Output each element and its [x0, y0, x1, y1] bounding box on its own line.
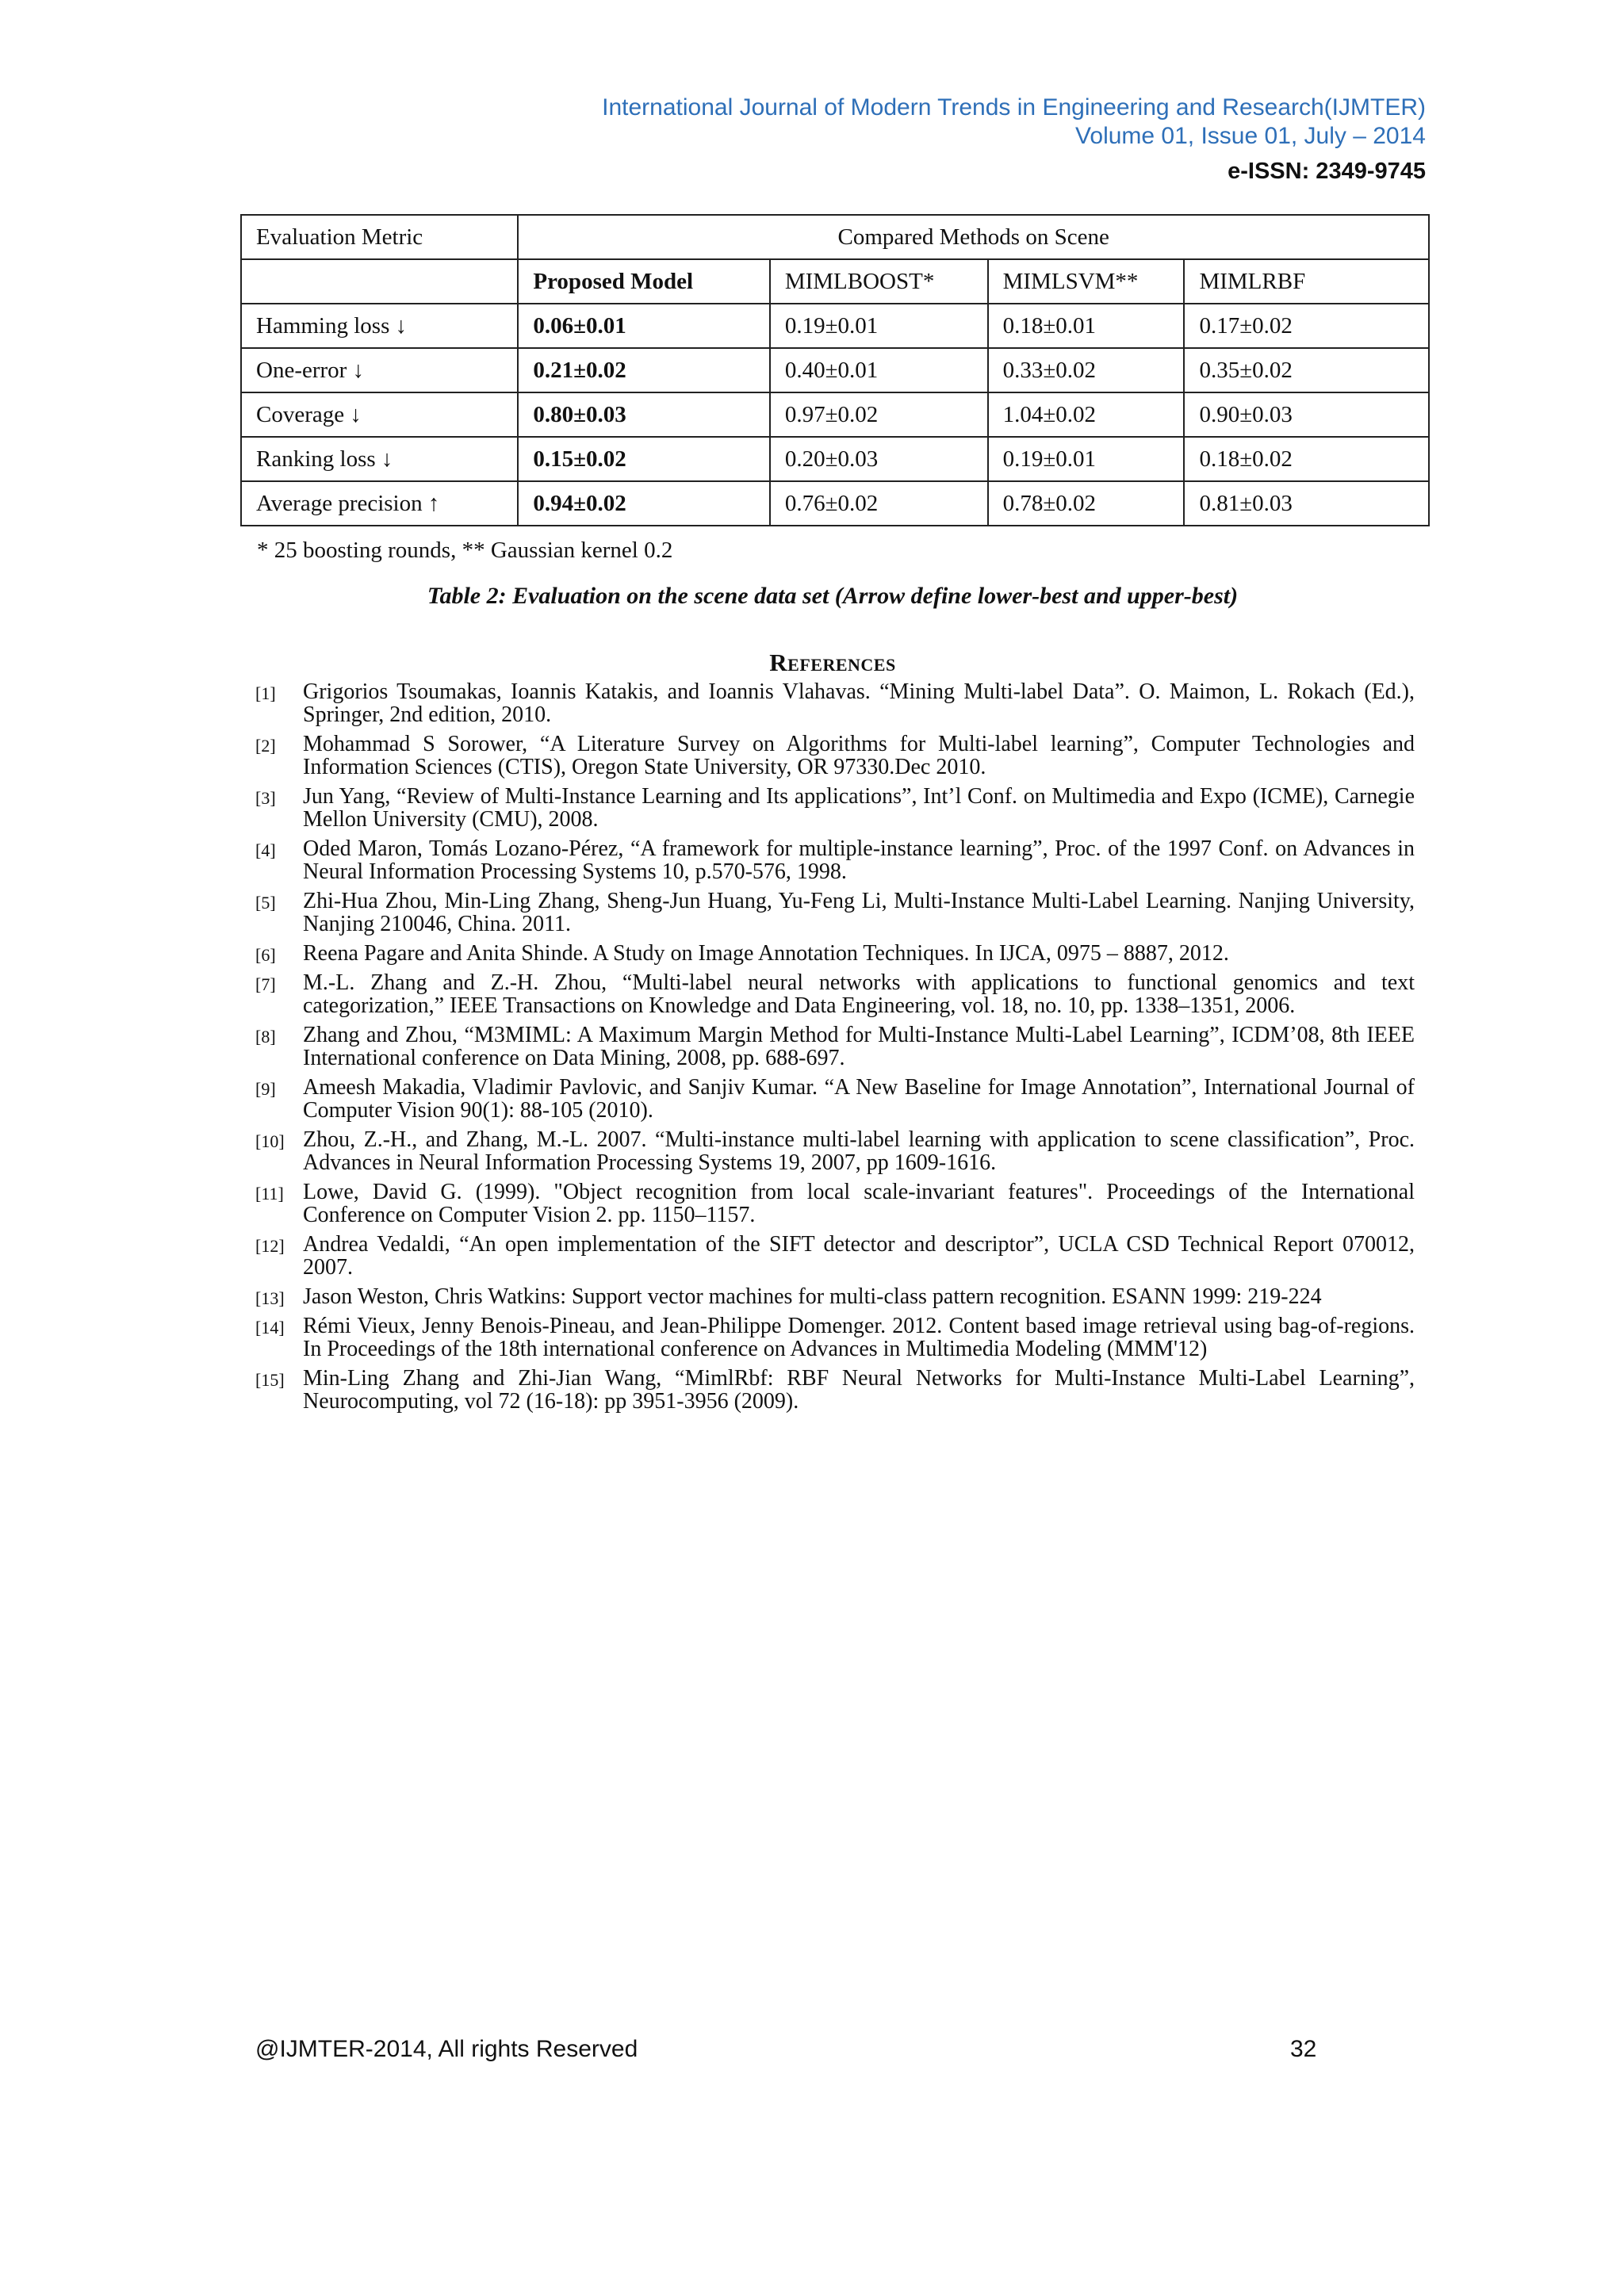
reference-number: [7]	[255, 974, 276, 994]
metric-cell: Hamming loss ↓	[241, 304, 518, 348]
reference-text: Rémi Vieux, Jenny Benois-Pineau, and Jean-Philippe Domenger. 2012. Content based image retrieval using bag-of-regions. In Proceedings of the 18th international conference on Advances in Multimedia Modeling (MMM'12)	[303, 1314, 1415, 1361]
reference-number: [3]	[255, 788, 276, 808]
reference-text: Jason Weston, Chris Watkins: Support vector machines for multi-class pattern recognition. ESANN 1999: 219-224	[303, 1284, 1322, 1309]
reference-number: [6]	[255, 945, 276, 965]
reference-item	[255, 680, 1415, 726]
metric-cell: One-error ↓	[241, 348, 518, 392]
reference-item	[255, 1128, 1415, 1174]
reference-number: [15]	[255, 1370, 285, 1390]
reference-item	[255, 1314, 1415, 1360]
value-cell: 0.78±0.02	[988, 481, 1185, 526]
value-cell: 0.33±0.02	[988, 348, 1185, 392]
value-cell: 0.90±0.03	[1184, 392, 1429, 437]
reference-number: [11]	[255, 1184, 284, 1203]
results-table	[240, 214, 1430, 526]
table-header-row	[241, 215, 1429, 259]
group-header: Compared Methods on Scene	[518, 215, 1429, 259]
reference-number: [8]	[255, 1027, 276, 1047]
column-header: MIMLRBF	[1184, 259, 1429, 304]
value-cell: 0.80±0.03	[518, 392, 769, 437]
reference-text: Zhang and Zhou, “M3MIML: A Maximum Margin Method for Multi-Instance Multi-Label Learning”, ICDM’08, 8th IEEE International conference on Data Mining, 2008, pp. 688-697.	[303, 1023, 1415, 1070]
reference-text: Grigorios Tsoumakas, Ioannis Katakis, and Ioannis Vlahavas. “Mining Multi-label Data”. O. Maimon, L. Rokach (Ed.), Springer, 2nd edition, 2010.	[303, 679, 1415, 727]
table-caption: Table 2: Evaluation on the scene data set (Arrow define lower-best and upper-best)	[427, 583, 1239, 609]
value-cell: 0.20±0.03	[770, 437, 988, 481]
reference-number: [9]	[255, 1079, 276, 1099]
table-row	[241, 437, 1429, 481]
reference-item	[255, 1367, 1415, 1413]
reference-text: Min-Ling Zhang and Zhi-Jian Wang, “MimlRbf: RBF Neural Networks for Multi-Instance Multi-Label Learning”, Neurocomputing, vol 72 (16-18): pp 3951-3956 (2009).	[303, 1366, 1415, 1414]
value-cell: 0.15±0.02	[518, 437, 769, 481]
reference-item	[255, 971, 1415, 1017]
column-header: Proposed Model	[518, 259, 769, 304]
column-header: MIMLSVM**	[988, 259, 1185, 304]
reference-text: M.-L. Zhang and Z.-H. Zhou, “Multi-label neural networks with applications to functional genomics and text categorization,” IEEE Transactions on Knowledge and Data Engineering, vol. 18, no. 10, pp. 1338–1351, 2006.	[303, 970, 1415, 1018]
table-footnote: * 25 boosting rounds, ** Gaussian kernel 0.2	[257, 538, 673, 563]
reference-number: [4]	[255, 840, 276, 860]
column-header: MIMLBOOST*	[770, 259, 988, 304]
value-cell: 0.06±0.01	[518, 304, 769, 348]
reference-text: Oded Maron, Tomás Lozano-Pérez, “A framework for multiple-instance learning”, Proc. of the 1997 Conf. on Advances in Neural Information Processing Systems 10, p.570-576, 1998.	[303, 836, 1415, 884]
metric-cell: Ranking loss ↓	[241, 437, 518, 481]
reference-number: [13]	[255, 1288, 285, 1308]
table-row	[241, 392, 1429, 437]
reference-item	[255, 733, 1415, 779]
value-cell: 0.40±0.01	[770, 348, 988, 392]
value-cell: 0.19±0.01	[770, 304, 988, 348]
reference-text: Zhou, Z.-H., and Zhang, M.-L. 2007. “Multi-instance multi-label learning with application to scene classification”, Proc. Advances in Neural Information Processing Systems 19, 2007, pp 1609-1616.	[303, 1127, 1415, 1175]
value-cell: 0.97±0.02	[770, 392, 988, 437]
value-cell: 0.76±0.02	[770, 481, 988, 526]
reference-item	[255, 1076, 1415, 1122]
reference-text: Andrea Vedaldi, “An open implementation of the SIFT detector and descriptor”, UCLA CSD Technical Report 070012, 2007.	[303, 1232, 1415, 1280]
journal-title: International Journal of Modern Trends in Engineering and Research(IJMTER)	[602, 94, 1426, 121]
empty-cell	[241, 259, 518, 304]
table-row	[241, 481, 1429, 526]
reference-number: [1]	[255, 683, 276, 703]
journal-header	[602, 94, 1426, 187]
table-row	[241, 348, 1429, 392]
metric-cell: Average precision ↑	[241, 481, 518, 526]
reference-text: Ameesh Makadia, Vladimir Pavlovic, and Sanjiv Kumar. “A New Baseline for Image Annotation”, International Journal of Computer Vision 90(1): 88-105 (2010).	[303, 1075, 1415, 1123]
reference-item	[255, 785, 1415, 831]
page-number: 32	[1290, 2036, 1317, 2062]
reference-list	[255, 680, 1415, 1419]
reference-item	[255, 1024, 1415, 1070]
reference-text: Zhi-Hua Zhou, Min-Ling Zhang, Sheng-Jun Huang, Yu-Feng Li, Multi-Instance Multi-Label Learning. Nanjing University, Nanjing 210046, China. 2011.	[303, 889, 1415, 936]
reference-number: [10]	[255, 1131, 285, 1151]
reference-item	[255, 1285, 1415, 1308]
metric-cell: Coverage ↓	[241, 392, 518, 437]
table-column-row	[241, 259, 1429, 304]
value-cell: 0.18±0.01	[988, 304, 1185, 348]
metric-header: Evaluation Metric	[241, 215, 518, 259]
reference-text: Mohammad S Sorower, “A Literature Survey on Algorithms for Multi-label learning”, Computer Technologies and Information Sciences (CTIS), Oregon State University, OR 97330.Dec 2010.	[303, 732, 1415, 779]
references-heading: References	[769, 649, 896, 676]
value-cell: 0.17±0.02	[1184, 304, 1429, 348]
value-cell: 0.19±0.01	[988, 437, 1185, 481]
reference-item	[255, 837, 1415, 883]
journal-volume: Volume 01, Issue 01, July – 2014	[1075, 123, 1426, 149]
reference-text: Jun Yang, “Review of Multi-Instance Learning and Its applications”, Int’l Conf. on Multimedia and Expo (ICME), Carnegie Mellon University (CMU), 2008.	[303, 784, 1415, 832]
journal-issn: e-ISSN: 2349-9745	[1228, 159, 1426, 184]
reference-number: [2]	[255, 736, 276, 756]
reference-number: [12]	[255, 1236, 285, 1256]
reference-text: Lowe, David G. (1999). "Object recognition from local scale-invariant features". Proceedings of the International Conference on Computer Vision 2. pp. 1150–1157.	[303, 1180, 1415, 1227]
reference-item	[255, 1233, 1415, 1279]
value-cell: 0.81±0.03	[1184, 481, 1429, 526]
value-cell: 0.21±0.02	[518, 348, 769, 392]
table-row	[241, 304, 1429, 348]
reference-item	[255, 890, 1415, 936]
value-cell: 0.18±0.02	[1184, 437, 1429, 481]
reference-item	[255, 942, 1415, 965]
value-cell: 1.04±0.02	[988, 392, 1185, 437]
value-cell: 0.35±0.02	[1184, 348, 1429, 392]
reference-item	[255, 1181, 1415, 1226]
reference-text: Reena Pagare and Anita Shinde. A Study on Image Annotation Techniques. In IJCA, 0975 – 8887, 2012.	[303, 941, 1229, 966]
reference-number: [14]	[255, 1318, 285, 1337]
footer-copyright: @IJMTER-2014, All rights Reserved	[255, 2036, 638, 2062]
value-cell: 0.94±0.02	[518, 481, 769, 526]
reference-number: [5]	[255, 893, 276, 913]
